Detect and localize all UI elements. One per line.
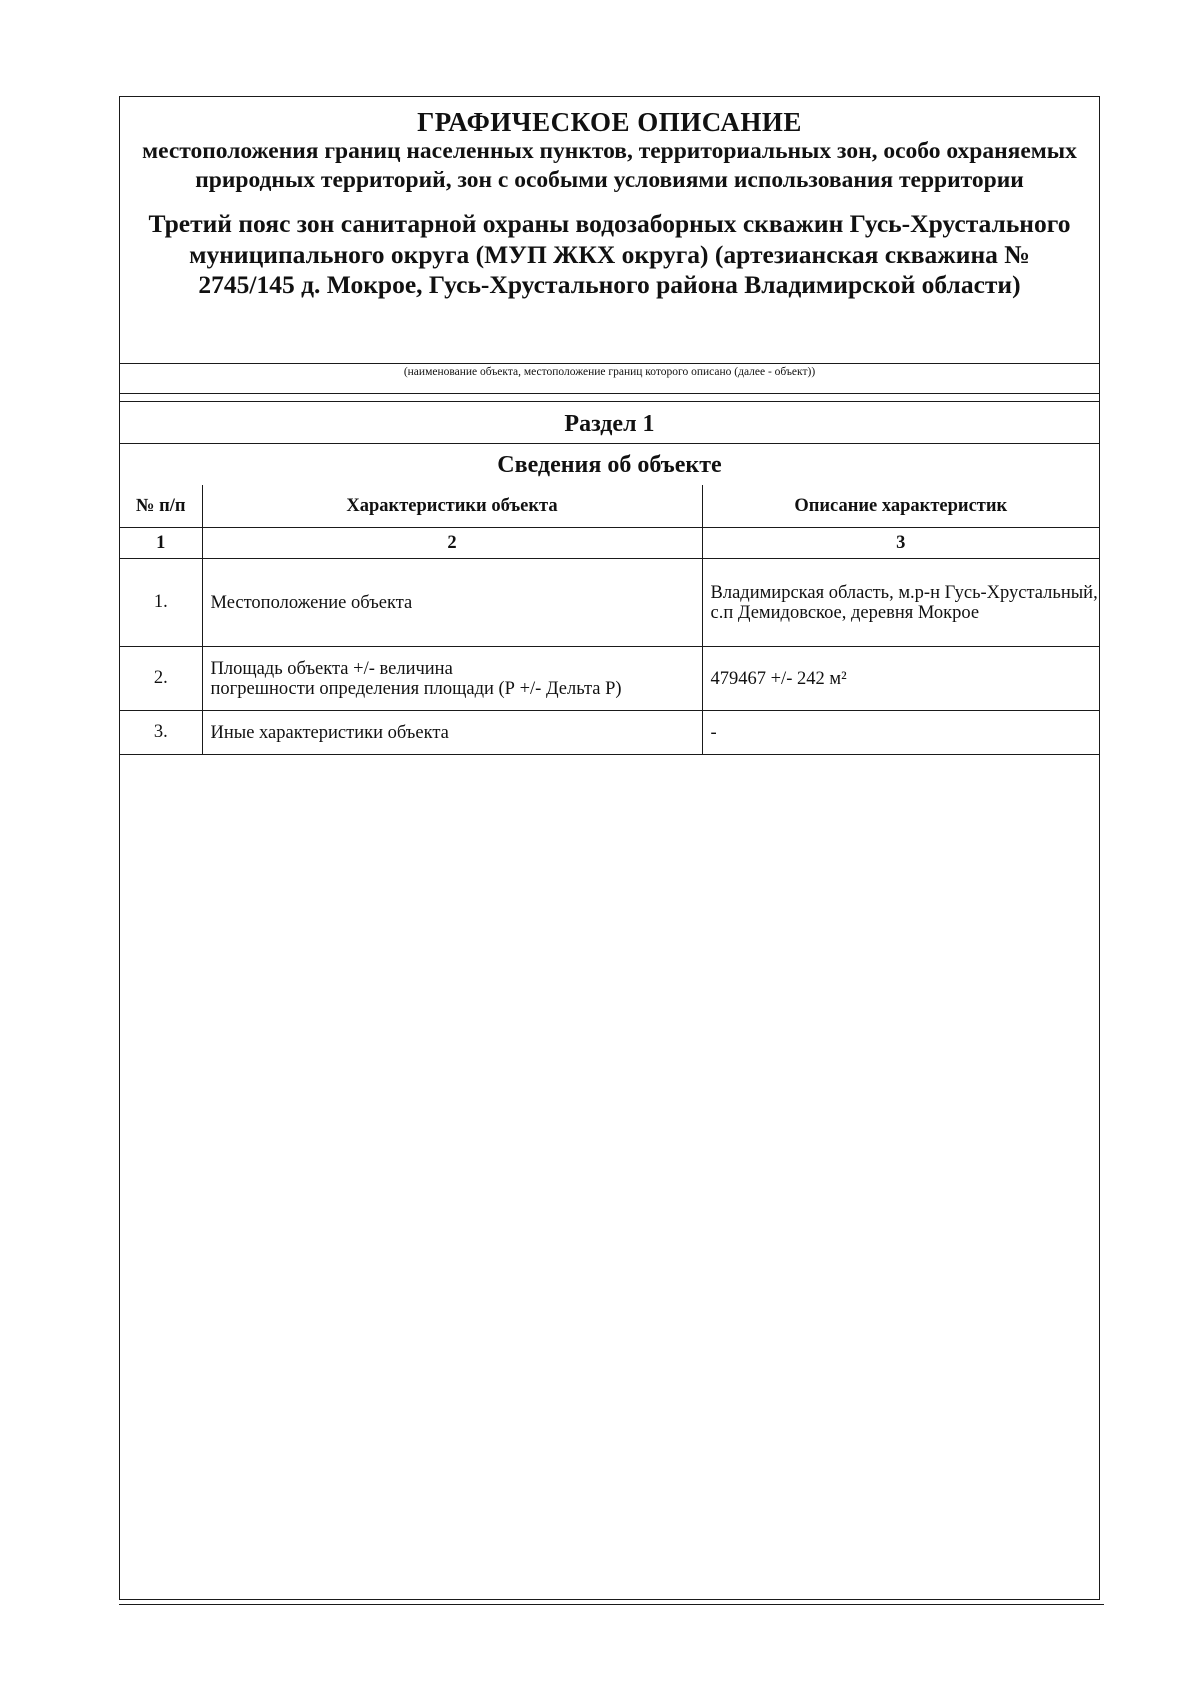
divider-line [120, 393, 1099, 394]
table-header-row [120, 485, 1099, 528]
column-number: 1 [120, 528, 202, 559]
row-description: - [702, 711, 1099, 755]
characteristic-line: Площадь объекта +/- величина [210, 658, 453, 679]
object-caption: (наименование объекта, местоположение границ которого описано (далее - объект)) [403, 366, 816, 378]
row-number: 2. [120, 647, 202, 711]
document-frame [119, 96, 1100, 1600]
row-description: Владимирская область, м.р-н Гусь-Хрустальный, с.п Демидовское, деревня Мокрое [702, 559, 1099, 647]
row-number: 3. [120, 711, 202, 755]
section-subtitle: Сведения об объекте [497, 452, 722, 478]
characteristic-line: погрешности определения площади (Р +/- Дельта Р) [210, 678, 622, 699]
column-number: 3 [702, 528, 1099, 559]
document-title: ГРАФИЧЕСКОЕ ОПИСАНИЕ [417, 107, 802, 137]
divider-line [120, 401, 1099, 402]
document-header [120, 97, 1099, 363]
header-number: № п/п [120, 485, 202, 528]
row-description: 479467 +/- 242 м² [702, 647, 1099, 711]
divider-line [120, 363, 1099, 364]
column-number-row [120, 528, 1099, 559]
row-characteristic: Местоположение объекта [202, 559, 702, 647]
table-row [120, 711, 1099, 755]
section-title: Раздел 1 [564, 411, 655, 437]
object-info-table [120, 485, 1099, 755]
header-description: Описание характеристик [702, 485, 1099, 528]
row-number: 1. [120, 559, 202, 647]
table-row [120, 559, 1099, 647]
row-characteristic [202, 647, 702, 711]
divider-line [120, 443, 1099, 444]
column-number: 2 [202, 528, 702, 559]
row-characteristic: Иные характеристики объекта [202, 711, 702, 755]
object-name: Третий пояс зон санитарной охраны водозаборных скважин Гусь-Хрустального муниципального округа (МУП ЖКХ округа) (артезианская скважина № 2745/145 д. Мокрое, Гусь-Хрустального района Владимирской области) [148, 209, 1071, 299]
header-characteristic: Характеристики объекта [202, 485, 702, 528]
frame-bottom-line [119, 1604, 1104, 1605]
table-row [120, 647, 1099, 711]
document-subtitle: местоположения границ населенных пунктов, территориальных зон, особо охраняемых природных территорий, зон с особыми условиями использования территории [142, 138, 1077, 193]
